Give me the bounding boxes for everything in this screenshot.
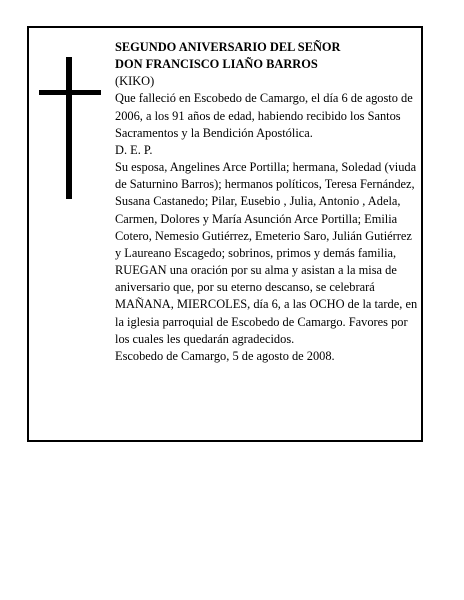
place-date: Escobedo de Camargo, 5 de agosto de 2008. bbox=[115, 348, 335, 363]
cross-vertical-bar bbox=[66, 57, 72, 199]
mass-request: RUEGAN una oración por su alma y asistan a la misa de aniversario que, por su eterno descanso, se celebrará MAÑANA, MIERCOLES, día 6, a las OCHO de la tarde, en la iglesia parroquial de Escobedo de Camargo. Favores por los cuales les quedarán agradecidos. bbox=[115, 263, 418, 346]
obituary-notice bbox=[27, 26, 423, 442]
cross-horizontal-bar bbox=[39, 90, 101, 95]
death-info: Que falleció en Escobedo de Camargo, el día 6 de agosto de 2006, a los 91 años de edad, habiendo recibido los Santos Sacramentos y la Bendición Apostólica. bbox=[115, 91, 413, 140]
nickname: (KIKO) bbox=[115, 74, 155, 89]
family-list: Su esposa, Angelines Arce Portilla; hermana, Soledad (viuda de Saturnino Barros); hermanos políticos, Teresa Fernández, Susana Castanedo; Pilar, Eusebio , Julia, Antonio , Adela, Carmen, Dolores y María Asunción Arce Portilla; Emilia Cotero, Nemesio Gutiérrez, Emeterio Saro, Julián Gutiérrez y Laureano Escagedo; sobrinos, primos y demás familia, bbox=[115, 160, 417, 260]
latin-cross-icon bbox=[39, 57, 101, 199]
rip-line: D. E. P. bbox=[115, 142, 153, 157]
title-line-1: SEGUNDO ANIVERSARIO DEL SEÑOR bbox=[115, 40, 341, 54]
title-line-2: DON FRANCISCO LIAÑO BARROS bbox=[115, 57, 318, 72]
notice-text bbox=[115, 39, 421, 365]
